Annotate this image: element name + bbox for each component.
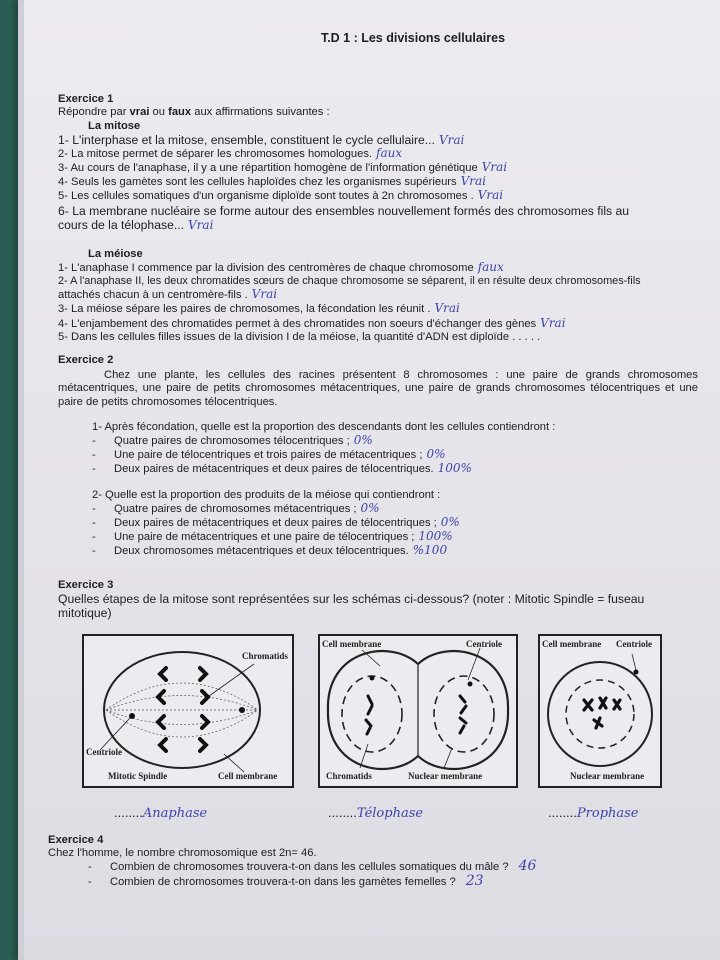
handwritten-answer: Vrai [438,132,465,147]
meiose-item-3 [58,302,698,316]
option-text: Deux paires de métacentriques et deux paires de télocentriques. [114,463,434,476]
option-text: Deux paires de métacentriques et deux paires de télocentriques ; [114,517,437,530]
meiose-item-2-cont [58,288,698,302]
ex4-question-1 [88,860,698,874]
figure-prophase [538,634,662,788]
item-text: 1- L'interphase et la mitose, ensemble, constituent le cycle cellulaire... [58,132,435,147]
mitose-item-6-cont [58,218,698,232]
label-nuclear-membrane: Nuclear membrane [570,770,645,781]
page-edge [18,0,24,960]
mitose-item-5 [58,189,698,203]
handwritten-answer: %100 [412,543,448,558]
q2-option-3 [92,530,698,544]
dash-bullet: - [88,875,92,888]
option-text: Une paire de métacentriques et une paire de télocentriques ; [114,531,415,544]
q1-option-2 [92,448,698,462]
label-cell-membrane: Cell membrane [218,770,278,781]
exercise-1-instruction [58,106,698,119]
figure-telophase [318,634,518,788]
label-centriole: Centriole [616,638,652,649]
label-centriole: Centriole [86,746,122,757]
handwritten-answer: Vrai [460,174,487,189]
exercise-3-question: Quelles étapes de la mitose sont représentées sur les schémas ci-dessous? (noter : Mitotic Spindle = fuseau mitotique) [58,591,645,620]
item-text: 1- L'anaphase I commence par la division des centromères de chaque chromosome [58,261,474,274]
label-cell-membrane: Cell membrane [322,638,382,649]
exercise-2 [58,354,698,559]
mitose-item-3 [58,161,698,175]
label-chromatids: Chromatids [242,650,288,661]
option-text: Quatre paires de chromosomes télocentriques ; [114,435,350,448]
item-text: 2- La mitose permet de séparer les chromosomes homologues. [58,147,373,160]
handwritten-answer: 46 [518,858,537,875]
question-text: Combien de chromosomes trouvera-t-on dans les gamètes femelles ? [110,875,456,888]
label-nuclear-membrane: Nuclear membrane [408,770,483,781]
exercise-3-title: Exercice 3 [58,578,114,591]
dash-bullet: - [92,531,96,544]
instruction-faux: faux [168,106,192,119]
option-text: Une paire de télocentriques et trois paires de métacentriques ; [114,449,423,462]
dash-bullet: - [92,435,96,448]
handwritten-answer: 23 [465,872,484,889]
worksheet-content [48,26,698,889]
telophase-diagram [320,636,516,786]
figure-answers [58,806,698,834]
figure-anaphase [82,634,294,788]
handwritten-answer: Vrai [188,217,214,232]
answer-figure-2 [328,806,423,820]
handwritten-answer: 0% [360,500,380,515]
exercise-2-paragraph: Chez une plante, les cellules des racines présentent 8 chromosomes : une paire de grands chromosomes métacentriques, une paire de petits chromosomes métacentriques, une paire de grands chromosomes télocentriques et une paire de petits chromosomes télocentriques. [58,369,698,408]
option-text: Quatre paires de chromosomes métacentriques ; [114,502,357,515]
answer-figure-3 [548,806,639,820]
exercise-1 [58,93,698,344]
instruction-text: ou [149,106,169,119]
handwritten-answer: Prophase [576,805,639,821]
prophase-diagram [540,636,660,786]
meiose-item-4 [58,317,698,331]
meiose-title: La méiose [88,247,143,260]
answer-figure-1 [114,806,207,820]
item-text: 4- L'enjambement des chromatides permet à des chromatides non soeurs d'échanger des gènes [58,317,537,330]
exercise-2-question-2: 2- Quelle est la proportion des produits de la méiose qui contiendront : [92,488,441,501]
handwritten-answer: 0% [353,433,373,448]
dash-bullet: - [92,545,96,558]
exercise-1-title: Exercice 1 [58,93,114,106]
mitose-title: La mitose [88,119,141,132]
handwritten-answer: 100% [418,529,453,544]
exercise-3 [58,579,698,834]
handwritten-answer: faux [376,145,403,160]
instruction-text: aux affirmations suivantes : [191,106,330,119]
label-chromatids: Chromatids [326,770,372,781]
dash-bullet: - [92,463,96,476]
item-text: 3- Au cours de l'anaphase, il y a une répartition homogène de l'information génétique [58,162,478,175]
handwritten-answer: Vrai [251,287,278,302]
handwritten-answer: Anaphase [142,805,208,821]
meiose-item-2: 2- A l'anaphase II, les deux chromatides sœurs de chaque chromosome se séparent, il en résulte deux chromosomes-fils [58,275,641,288]
mitose-item-6: 6- La membrane nucléaire se forme autour des ensembles nouvellement formés des chromosomes fils au [58,203,630,218]
meiose-item-1 [58,261,698,275]
mitose-item-2 [58,147,698,161]
dash-bullet: - [88,861,92,874]
handwritten-answer: 0% [440,515,460,530]
handwritten-answer: 100% [437,461,472,476]
exercise-4-title: Exercice 4 [48,833,104,846]
dash-bullet: - [92,449,96,462]
instruction-text: Répondre par [58,106,130,119]
item-text: 5- Les cellules somatiques d'un organisme diploïde sont toutes à 2n chromosomes . [58,190,474,203]
item-text: attachés chacun à un centromère-fils . [58,289,248,302]
q2-option-2 [92,516,698,530]
mitose-item-4 [58,175,698,189]
question-text: Combien de chromosomes trouvera-t-on dans les cellules somatiques du mâle ? [110,861,509,874]
item-text: cours de la télophase... [58,217,185,232]
exercise-2-question-1: 1- Après fécondation, quelle est la proportion des descendants dont les cellules contiendront : [92,420,556,433]
handwritten-answer: 0% [426,447,446,462]
option-text: Deux chromosomes métacentriques et deux télocentriques. [114,545,409,558]
handwritten-answer: Télophase [356,805,424,821]
q2-option-4 [92,544,698,558]
q2-option-1 [92,502,698,516]
item-text: 4- Seuls les gamètes sont les cellules haploïdes chez les organismes supérieurs [58,176,457,189]
mitosis-figures [58,634,698,806]
label-cell-membrane: Cell membrane [542,638,602,649]
q1-option-3 [92,462,698,476]
exercise-2-title: Exercice 2 [58,354,114,367]
handwritten-answer: Vrai [477,188,504,203]
answer-dots: ........ [548,804,577,820]
page-title: T.D 1 : Les divisions cellulaires [320,31,506,45]
dash-bullet: - [92,502,96,515]
exercise-4-statement: Chez l'homme, le nombre chromosomique est 2n= 46. [48,847,317,860]
ex4-question-2 [88,872,698,889]
mitose-item-1 [58,133,698,147]
handwritten-answer: Vrai [434,301,460,316]
answer-dots: ........ [114,804,143,820]
handwritten-answer: Vrai [481,160,508,175]
exercise-4 [48,834,698,889]
handwritten-answer: Vrai [540,315,566,330]
dash-bullet: - [92,517,96,530]
label-centriole: Centriole [466,638,502,649]
label-mitotic-spindle: Mitotic Spindle [108,770,168,781]
handwritten-answer: faux [477,259,504,274]
instruction-vrai: vrai [129,106,150,119]
item-text: 3- La méiose sépare les paires de chromosomes, la fécondation les réunit . [58,303,431,316]
q1-option-1 [92,434,698,448]
answer-dots: ........ [328,804,357,820]
meiose-item-5: 5- Dans les cellules filles issues de la division I de la méiose, la quantité d'ADN est diploïde . . . . . [58,330,541,343]
